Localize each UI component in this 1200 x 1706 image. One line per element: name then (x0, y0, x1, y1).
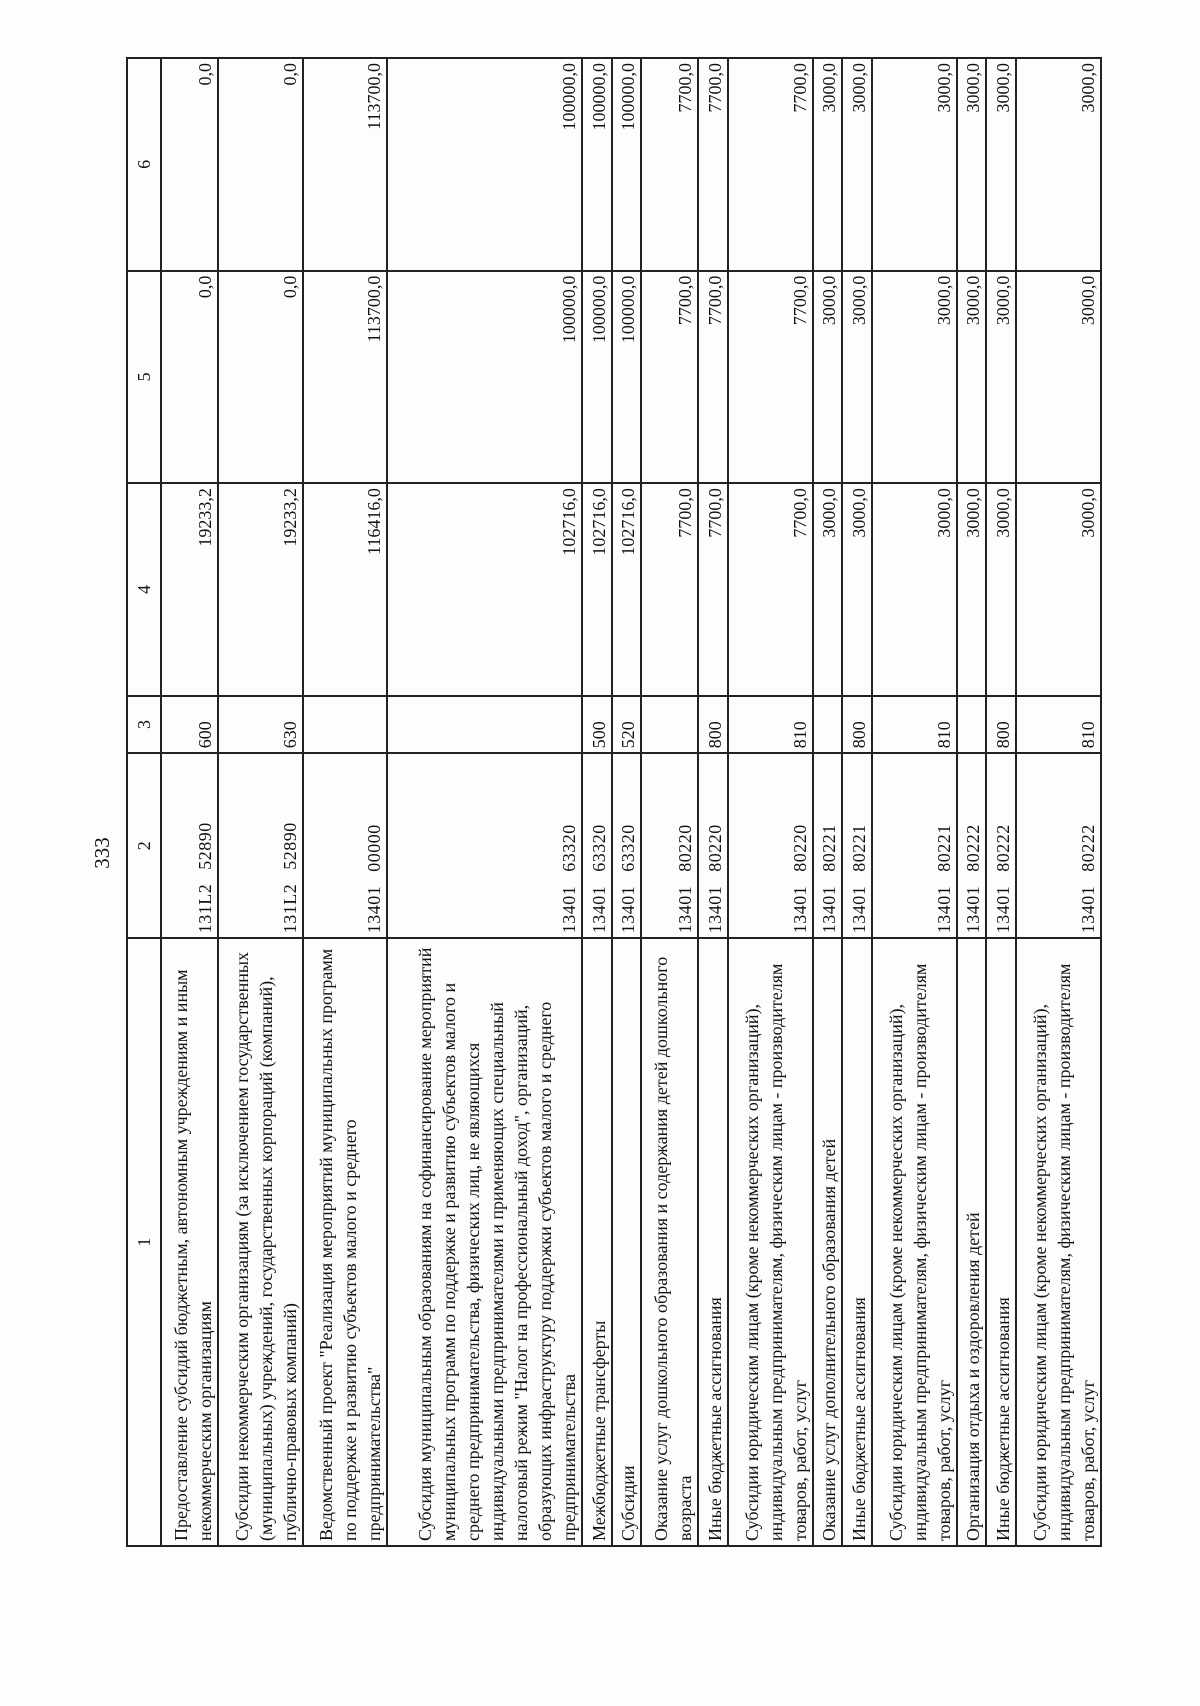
header-cell: 3 (127, 696, 161, 754)
table-row (1016, 58, 1101, 1546)
header-cell: 2 (127, 753, 161, 938)
code-program-part: 13401 (1078, 885, 1098, 934)
amount-cell: 3000,0 (842, 58, 872, 271)
amount-cell: 0,0 (218, 271, 303, 484)
table-body (161, 58, 1101, 1546)
row-name-cell: Оказание услуг дополнительного образования детей (813, 938, 843, 1546)
amount-cell: 7700,0 (728, 271, 813, 484)
expense-type-cell (303, 696, 388, 754)
amount-cell: 0,0 (161, 58, 218, 271)
expense-type-cell: 500 (582, 696, 612, 754)
table-row (582, 58, 612, 1546)
row-name-cell: Субсидия муниципальным образованиям на софинансирование мероприятий муниципальных программ по поддержке и развитию субъектов малого и среднего предпринимательства, физических лиц, не являющихся индивидуальными предпринимателями и применяющих специальный налоговый режим "Налог на профессиональный доход", организаций, образующих инфраструктуру поддержки субъектов малого и среднего предпринимательства (387, 938, 581, 1546)
expense-type-cell: 630 (218, 696, 303, 754)
amount-cell: 3000,0 (1016, 271, 1101, 484)
expense-type-cell (641, 696, 698, 754)
target-code-cell (986, 753, 1016, 938)
expense-type-cell: 810 (1016, 696, 1101, 754)
amount-cell: 3000,0 (813, 271, 843, 484)
table-row (872, 58, 957, 1546)
code-direction-part: 63320 (558, 824, 579, 872)
table-row (303, 58, 388, 1546)
code-program-part: 13401 (705, 885, 726, 934)
target-code-cell (698, 753, 728, 938)
amount-cell: 7700,0 (641, 271, 698, 484)
header-cell: 6 (127, 58, 161, 271)
row-name-cell: Иные бюджетные ассигнования (986, 938, 1016, 1546)
code-direction-part: 52890 (279, 822, 300, 870)
target-code-cell (387, 753, 581, 938)
code-program-part: 13401 (963, 885, 984, 934)
amount-cell: 3000,0 (1016, 483, 1101, 696)
row-name-cell: Субсидии некоммерческим организациям (за исключением государственных (муниципальных) учреждений, государственных корпораций (компаний), публично-правовых компаний) (218, 938, 303, 1546)
target-code-cell (303, 753, 388, 938)
code-direction-part: 80221 (819, 824, 840, 872)
expense-type-cell (957, 696, 987, 754)
table-row (698, 58, 728, 1546)
target-code-cell (957, 753, 987, 938)
row-name-cell: Оказание услуг дошкольного образования и содержания детей дошкольного возраста (641, 938, 698, 1546)
expense-type-cell: 520 (612, 696, 642, 754)
row-name-cell: Субсидии юридическим лицам (кроме некоммерческих организаций), индивидуальным предпринимателям, физическим лицам - производителям товаров, работ, услуг (872, 938, 957, 1546)
amount-cell: 0,0 (161, 271, 218, 484)
amount-cell: 3000,0 (813, 483, 843, 696)
code-program-part: 13401 (364, 885, 385, 934)
expense-type-cell: 600 (161, 696, 218, 754)
amount-cell: 102716,0 (582, 483, 612, 696)
table-row (612, 58, 642, 1546)
amount-cell: 7700,0 (698, 271, 728, 484)
amount-cell: 3000,0 (842, 271, 872, 484)
amount-cell: 113700,0 (303, 58, 388, 271)
amount-cell: 100000,0 (582, 58, 612, 271)
code-direction-part: 63320 (588, 824, 609, 872)
rotated-table-container (126, 57, 1102, 1547)
code-direction-part: 80222 (963, 824, 984, 872)
code-program-part: 131L2 (279, 883, 300, 934)
target-code-cell (161, 753, 218, 938)
amount-cell: 7700,0 (728, 483, 813, 696)
row-name-cell: Межбюджетные трансферты (582, 938, 612, 1546)
amount-cell: 116416,0 (303, 483, 388, 696)
page-number: 333 (90, 837, 114, 869)
amount-cell: 3000,0 (986, 271, 1016, 484)
amount-cell: 3000,0 (1016, 58, 1101, 271)
amount-cell: 3000,0 (842, 483, 872, 696)
amount-cell: 7700,0 (698, 483, 728, 696)
header-cell: 4 (127, 483, 161, 696)
target-code-cell (1016, 753, 1101, 938)
code-direction-part: 80220 (675, 824, 696, 872)
table-row (842, 58, 872, 1546)
row-name-cell: Субсидии юридическим лицам (кроме некоммерческих организаций), индивидуальным предпринимателям, физическим лицам - производителям товаров, работ, услуг (1016, 938, 1101, 1546)
target-code-cell (842, 753, 872, 938)
amount-cell: 0,0 (218, 58, 303, 271)
row-name-cell: Иные бюджетные ассигнования (842, 938, 872, 1546)
code-program-part: 131L2 (195, 883, 216, 934)
amount-cell: 7700,0 (728, 58, 813, 271)
table-row (986, 58, 1016, 1546)
amount-cell: 19233,2 (161, 483, 218, 696)
amount-cell: 3000,0 (872, 483, 957, 696)
amount-cell: 3000,0 (813, 58, 843, 271)
code-direction-part: 80222 (993, 824, 1014, 872)
amount-cell: 100000,0 (612, 58, 642, 271)
expense-type-cell: 800 (986, 696, 1016, 754)
code-program-part: 13401 (993, 885, 1014, 934)
code-program-part: 13401 (789, 885, 810, 934)
code-direction-part: 00000 (364, 824, 385, 872)
expense-type-cell: 810 (872, 696, 957, 754)
target-code-cell (612, 753, 642, 938)
target-code-cell (582, 753, 612, 938)
target-code-cell (728, 753, 813, 938)
amount-cell: 113700,0 (303, 271, 388, 484)
code-program-part: 13401 (849, 885, 870, 934)
code-program-part: 13401 (558, 885, 579, 934)
code-program-part: 13401 (675, 885, 696, 934)
code-program-part: 13401 (588, 885, 609, 934)
budget-table (126, 57, 1102, 1547)
header-cell: 5 (127, 271, 161, 484)
target-code-cell (813, 753, 843, 938)
row-name-cell: Предоставление субсидий бюджетным, автономным учреждениям и иным некоммерческим организациям (161, 938, 218, 1546)
amount-cell: 7700,0 (641, 58, 698, 271)
header-row (127, 58, 161, 1546)
expense-type-cell: 810 (728, 696, 813, 754)
amount-cell: 3000,0 (872, 58, 957, 271)
target-code-cell (872, 753, 957, 938)
row-name-cell: Организация отдыха и оздоровления детей (957, 938, 987, 1546)
expense-type-cell: 800 (842, 696, 872, 754)
amount-cell: 3000,0 (957, 483, 987, 696)
amount-cell: 100000,0 (387, 58, 581, 271)
target-code-cell (218, 753, 303, 938)
amount-cell: 100000,0 (612, 271, 642, 484)
table-row (641, 58, 698, 1546)
target-code-cell (641, 753, 698, 938)
amount-cell: 102716,0 (387, 483, 581, 696)
code-direction-part: 80221 (849, 824, 870, 872)
amount-cell: 3000,0 (957, 271, 987, 484)
amount-cell: 3000,0 (986, 58, 1016, 271)
amount-cell: 7700,0 (641, 483, 698, 696)
amount-cell: 102716,0 (612, 483, 642, 696)
table-row (161, 58, 218, 1546)
amount-cell: 7700,0 (698, 58, 728, 271)
row-name-cell: Иные бюджетные ассигнования (698, 938, 728, 1546)
row-name-cell: Субсидии юридическим лицам (кроме некоммерческих организаций), индивидуальным предпринимателям, физическим лицам - производителям товаров, работ, услуг (728, 938, 813, 1546)
amount-cell: 19233,2 (218, 483, 303, 696)
table-row (813, 58, 843, 1546)
code-program-part: 13401 (819, 885, 840, 934)
code-program-part: 13401 (618, 885, 639, 934)
amount-cell: 3000,0 (872, 271, 957, 484)
expense-type-cell (813, 696, 843, 754)
code-program-part: 13401 (933, 885, 954, 934)
expense-type-cell (387, 696, 581, 754)
table-row (218, 58, 303, 1546)
code-direction-part: 80222 (1078, 824, 1098, 872)
table-row (387, 58, 581, 1546)
code-direction-part: 80221 (933, 824, 954, 872)
expense-type-cell: 800 (698, 696, 728, 754)
code-direction-part: 63320 (618, 824, 639, 872)
code-direction-part: 80220 (705, 824, 726, 872)
amount-cell: 100000,0 (387, 271, 581, 484)
amount-cell: 100000,0 (582, 271, 612, 484)
row-name-cell: Субсидии (612, 938, 642, 1546)
row-name-cell: Ведомственный проект "Реализация мероприятий муниципальных программ по поддержке и развитию субъектов малого и среднего предпринимательства" (303, 938, 388, 1546)
amount-cell: 3000,0 (957, 58, 987, 271)
table-row (957, 58, 987, 1546)
table-row (728, 58, 813, 1546)
header-cell: 1 (127, 938, 161, 1546)
code-direction-part: 80220 (789, 824, 810, 872)
code-direction-part: 52890 (195, 822, 216, 870)
amount-cell: 3000,0 (986, 483, 1016, 696)
